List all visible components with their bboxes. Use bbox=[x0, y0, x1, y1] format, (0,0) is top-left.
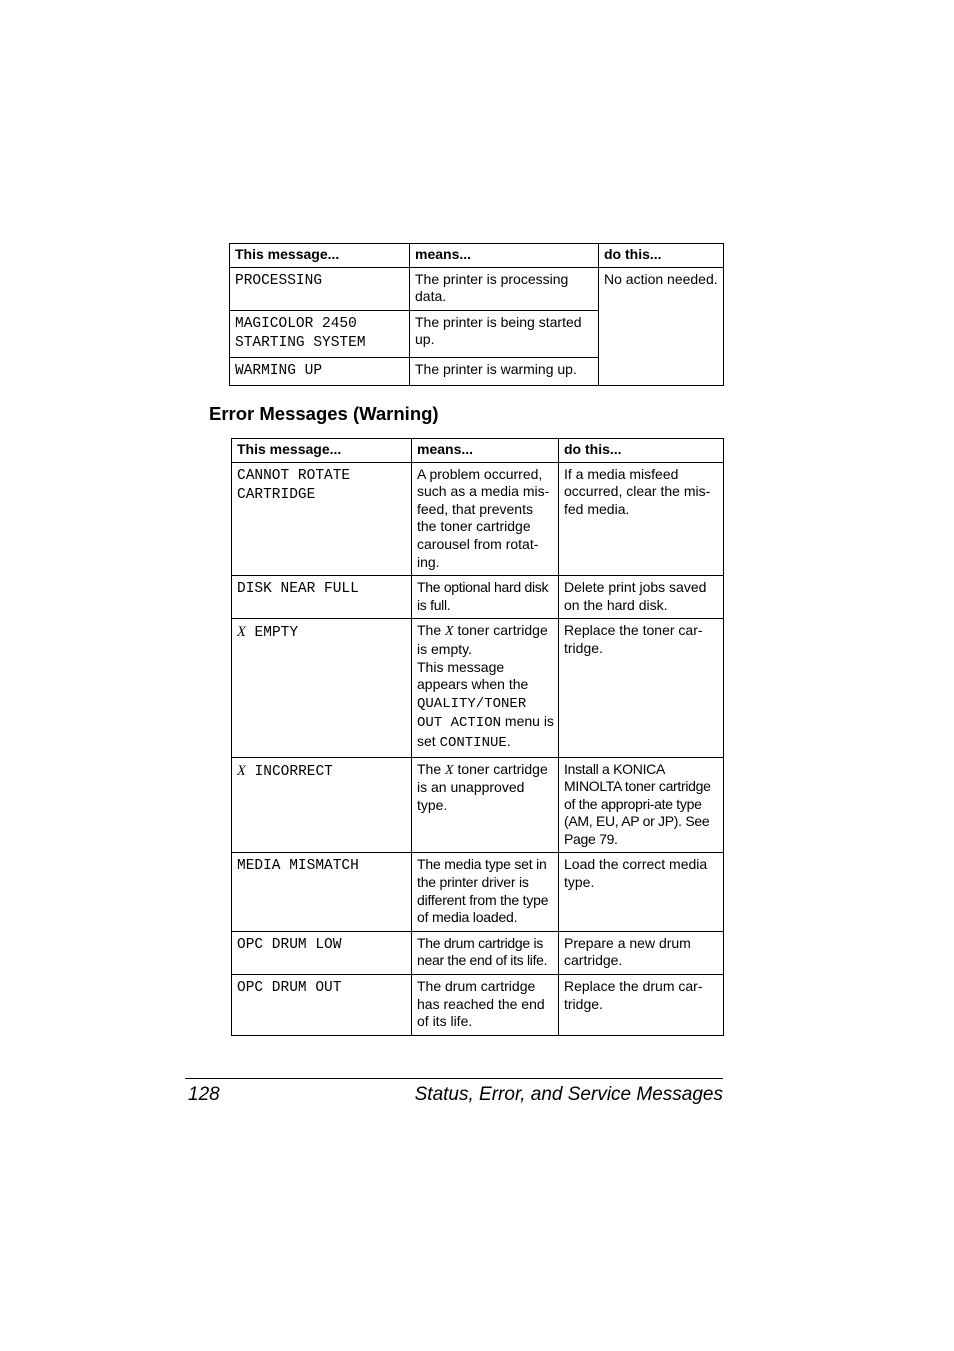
section-title: Error Messages (Warning) bbox=[209, 403, 439, 424]
message-meaning: The optional hard disk is full. bbox=[412, 576, 559, 619]
header-message: This message... bbox=[230, 244, 410, 268]
message-code-text: EMPTY bbox=[245, 625, 299, 642]
header-means: means... bbox=[412, 439, 559, 463]
table-row bbox=[232, 757, 724, 853]
message-meaning: The printer is processing data. bbox=[410, 267, 599, 310]
message-action: If a media misfeed occurred, clear the mis-fed media. bbox=[559, 462, 724, 576]
message-action: Load the correct media type. bbox=[559, 853, 724, 931]
message-action: No action needed. bbox=[599, 267, 724, 385]
table-row bbox=[232, 619, 724, 757]
footer-divider bbox=[185, 1078, 723, 1079]
menu-value: CONTINUE bbox=[439, 734, 507, 751]
message-code: OPC DRUM LOW bbox=[232, 931, 412, 974]
header-means: means... bbox=[410, 244, 599, 268]
table-row bbox=[232, 931, 724, 974]
warning-messages-table bbox=[231, 438, 724, 1036]
message-code bbox=[232, 757, 412, 853]
message-code bbox=[232, 462, 412, 576]
message-action: Replace the drum car-tridge. bbox=[559, 975, 724, 1036]
variable-x: X bbox=[445, 762, 454, 778]
message-action: Delete print jobs saved on the hard disk. bbox=[559, 576, 724, 619]
message-code-line: CANNOT ROTATE bbox=[237, 467, 351, 484]
message-code-line: MAGICOLOR 2450 bbox=[235, 315, 357, 332]
header-message: This message... bbox=[232, 439, 412, 463]
table-header-row bbox=[232, 439, 724, 463]
meaning-text: The bbox=[417, 760, 446, 777]
message-code: DISK NEAR FULL bbox=[232, 576, 412, 619]
meaning-text: This message appears when the bbox=[417, 658, 529, 693]
message-meaning: A problem occurred, such as a media mis-feed, that prevents the toner cartridge carousel from rotat-ing. bbox=[412, 462, 559, 576]
message-code: MEDIA MISMATCH bbox=[232, 853, 412, 931]
meaning-text: menu is set bbox=[417, 713, 554, 749]
message-code: OPC DRUM OUT bbox=[232, 975, 412, 1036]
header-do-this: do this... bbox=[599, 244, 724, 268]
message-code bbox=[230, 310, 410, 357]
message-action: Install a KONICA MINOLTA toner cartridge of the appropri-ate type (AM, EU, AP or JP). See Page 79. bbox=[559, 757, 724, 853]
message-code-text: INCORRECT bbox=[245, 763, 333, 780]
message-code-line: STARTING SYSTEM bbox=[235, 334, 366, 351]
meaning-text: . bbox=[506, 732, 511, 749]
message-meaning: The printer is warming up. bbox=[410, 357, 599, 385]
page-number: 128 bbox=[188, 1084, 220, 1105]
meaning-text: The bbox=[417, 622, 446, 639]
table-row bbox=[232, 576, 724, 619]
message-meaning: The drum cartridge has reached the end of its life. bbox=[412, 975, 559, 1036]
variable-x: X bbox=[445, 624, 454, 640]
table-row bbox=[230, 267, 724, 310]
message-action: Prepare a new drum cartridge. bbox=[559, 931, 724, 974]
table-row bbox=[232, 462, 724, 576]
menu-name: QUALITY/TONER OUT ACTION bbox=[417, 695, 527, 732]
footer-chapter-title: Status, Error, and Service Messages bbox=[414, 1084, 723, 1105]
table-header-row bbox=[230, 244, 724, 268]
message-meaning: The drum cartridge is near the end of its life. bbox=[412, 931, 559, 974]
message-meaning bbox=[412, 619, 559, 757]
status-messages-table bbox=[229, 243, 724, 386]
table-row bbox=[232, 975, 724, 1036]
message-code bbox=[232, 619, 412, 757]
message-meaning: The media type set in the printer driver is different from the type of media loaded. bbox=[412, 853, 559, 931]
message-code: WARMING UP bbox=[230, 357, 410, 385]
variable-x: X bbox=[237, 762, 246, 779]
message-action: Replace the toner car-tridge. bbox=[559, 619, 724, 757]
message-code: PROCESSING bbox=[230, 267, 410, 310]
message-code-line: CARTRIDGE bbox=[237, 486, 316, 503]
meaning-text: toner cartridge is empty. bbox=[417, 622, 548, 657]
message-meaning bbox=[412, 757, 559, 853]
variable-x: X bbox=[237, 624, 246, 641]
table-row bbox=[232, 853, 724, 931]
meaning-text: toner cartridge is an unapproved type. bbox=[417, 760, 548, 813]
header-do-this: do this... bbox=[559, 439, 724, 463]
message-meaning: The printer is being started up. bbox=[410, 310, 599, 357]
